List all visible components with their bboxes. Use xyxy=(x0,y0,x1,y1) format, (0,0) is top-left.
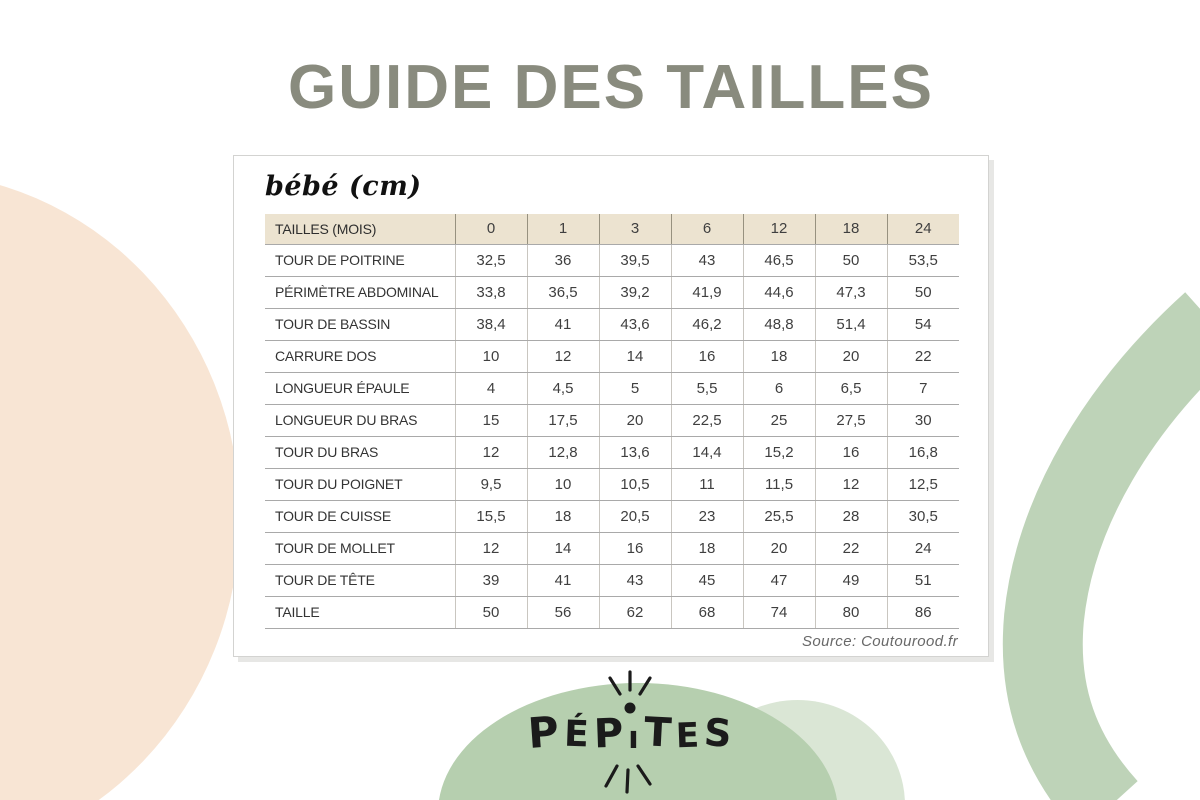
row-label: CARRURE DOS xyxy=(265,340,455,372)
cell-value: 15 xyxy=(455,404,527,436)
source-credit: Source: Coutourood.fr xyxy=(802,633,958,650)
cell-value: 18 xyxy=(671,532,743,564)
cell-value: 16 xyxy=(671,340,743,372)
cell-value: 46,5 xyxy=(743,244,815,276)
table-row xyxy=(265,500,959,532)
cell-value: 47,3 xyxy=(815,276,887,308)
table-row xyxy=(265,532,959,564)
header-label: TAILLES (MOIS) xyxy=(265,214,455,244)
cell-value: 54 xyxy=(887,308,959,340)
cell-value: 39,5 xyxy=(599,244,671,276)
cell-value: 43 xyxy=(671,244,743,276)
table-body xyxy=(265,244,959,628)
cell-value: 53,5 xyxy=(887,244,959,276)
cell-value: 46,2 xyxy=(671,308,743,340)
logo-letter: S xyxy=(702,710,734,756)
cell-value: 18 xyxy=(527,500,599,532)
cell-value: 45 xyxy=(671,564,743,596)
cell-value: 62 xyxy=(599,596,671,628)
header-size-cell: 6 xyxy=(671,214,743,244)
logo-letter: É xyxy=(563,713,590,756)
cell-value: 47 xyxy=(743,564,815,596)
peach-watercolor-blob xyxy=(0,172,240,800)
logo-letter: P xyxy=(592,710,624,758)
cell-value: 28 xyxy=(815,500,887,532)
header-size-cell: 1 xyxy=(527,214,599,244)
cell-value: 16,8 xyxy=(887,436,959,468)
cell-value: 15,2 xyxy=(743,436,815,468)
header-size-cell: 24 xyxy=(887,214,959,244)
table-row xyxy=(265,468,959,500)
cell-value: 74 xyxy=(743,596,815,628)
row-label: TOUR DE TÊTE xyxy=(265,564,455,596)
table-header-row xyxy=(265,214,959,244)
cell-value: 14 xyxy=(599,340,671,372)
cell-value: 11,5 xyxy=(743,468,815,500)
cell-value: 43,6 xyxy=(599,308,671,340)
cell-value: 44,6 xyxy=(743,276,815,308)
row-label: LONGUEUR DU BRAS xyxy=(265,404,455,436)
cell-value: 10 xyxy=(527,468,599,500)
table-row xyxy=(265,276,959,308)
cell-value: 22 xyxy=(887,340,959,372)
row-label: TOUR DE CUISSE xyxy=(265,500,455,532)
row-label: TOUR DE BASSIN xyxy=(265,308,455,340)
cell-value: 41,9 xyxy=(671,276,743,308)
cell-value: 20,5 xyxy=(599,500,671,532)
cell-value: 6,5 xyxy=(815,372,887,404)
cell-value: 39,2 xyxy=(599,276,671,308)
cell-value: 12,8 xyxy=(527,436,599,468)
cell-value: 20 xyxy=(743,532,815,564)
size-chart-card xyxy=(233,155,989,657)
cell-value: 17,5 xyxy=(527,404,599,436)
cell-value: 30 xyxy=(887,404,959,436)
table-row xyxy=(265,596,959,628)
row-label: TOUR DE MOLLET xyxy=(265,532,455,564)
cell-value: 22 xyxy=(815,532,887,564)
logo-wordmark xyxy=(505,706,755,759)
pepites-logo xyxy=(505,706,755,772)
row-label: TOUR DU BRAS xyxy=(265,436,455,468)
row-label: LONGUEUR ÉPAULE xyxy=(265,372,455,404)
logo-letter: P xyxy=(526,706,561,759)
table-row xyxy=(265,340,959,372)
cell-value: 15,5 xyxy=(455,500,527,532)
cell-value: 7 xyxy=(887,372,959,404)
cell-value: 27,5 xyxy=(815,404,887,436)
row-label: TOUR DE POITRINE xyxy=(265,244,455,276)
row-label: TAILLE xyxy=(265,596,455,628)
cell-value: 12 xyxy=(527,340,599,372)
cell-value: 14 xyxy=(527,532,599,564)
cell-value: 22,5 xyxy=(671,404,743,436)
logo-letter: ı xyxy=(628,720,639,756)
cell-value: 43 xyxy=(599,564,671,596)
cell-value: 36 xyxy=(527,244,599,276)
cell-value: 20 xyxy=(599,404,671,436)
cell-value: 25,5 xyxy=(743,500,815,532)
cell-value: 80 xyxy=(815,596,887,628)
cell-value: 50 xyxy=(887,276,959,308)
cell-value: 10,5 xyxy=(599,468,671,500)
cell-value: 56 xyxy=(527,596,599,628)
table-row xyxy=(265,372,959,404)
page-title: GUIDE DES TAILLES xyxy=(287,53,934,122)
header-size-cell: 0 xyxy=(455,214,527,244)
cell-value: 50 xyxy=(455,596,527,628)
cell-value: 5 xyxy=(599,372,671,404)
cell-value: 51,4 xyxy=(815,308,887,340)
table-row xyxy=(265,404,959,436)
cell-value: 20 xyxy=(815,340,887,372)
cell-value: 14,4 xyxy=(671,436,743,468)
cell-value: 86 xyxy=(887,596,959,628)
cell-value: 10 xyxy=(455,340,527,372)
header-size-cell: 3 xyxy=(599,214,671,244)
cell-value: 25 xyxy=(743,404,815,436)
cell-value: 36,5 xyxy=(527,276,599,308)
cell-value: 23 xyxy=(671,500,743,532)
cell-value: 4 xyxy=(455,372,527,404)
row-label: TOUR DU POIGNET xyxy=(265,468,455,500)
cell-value: 30,5 xyxy=(887,500,959,532)
cell-value: 68 xyxy=(671,596,743,628)
cell-value: 16 xyxy=(599,532,671,564)
cell-value: 39 xyxy=(455,564,527,596)
cell-value: 32,5 xyxy=(455,244,527,276)
table-row xyxy=(265,244,959,276)
header-size-cell: 18 xyxy=(815,214,887,244)
cell-value: 48,8 xyxy=(743,308,815,340)
table-row xyxy=(265,564,959,596)
table-row xyxy=(265,308,959,340)
cell-value: 24 xyxy=(887,532,959,564)
header-size-cell: 12 xyxy=(743,214,815,244)
size-table xyxy=(265,214,959,629)
cell-value: 9,5 xyxy=(455,468,527,500)
logo-letter: E xyxy=(675,715,700,757)
table-row xyxy=(265,436,959,468)
cell-value: 18 xyxy=(743,340,815,372)
cell-value: 51 xyxy=(887,564,959,596)
cell-value: 33,8 xyxy=(455,276,527,308)
cell-value: 12 xyxy=(455,532,527,564)
cell-value: 6 xyxy=(743,372,815,404)
cell-value: 5,5 xyxy=(671,372,743,404)
cell-value: 12,5 xyxy=(887,468,959,500)
cell-value: 12 xyxy=(455,436,527,468)
cell-value: 12 xyxy=(815,468,887,500)
card-subtitle: bébé (cm) xyxy=(265,171,422,202)
cell-value: 4,5 xyxy=(527,372,599,404)
cell-value: 49 xyxy=(815,564,887,596)
logo-letter: T xyxy=(642,709,673,757)
cell-value: 16 xyxy=(815,436,887,468)
cell-value: 41 xyxy=(527,564,599,596)
cell-value: 13,6 xyxy=(599,436,671,468)
cell-value: 38,4 xyxy=(455,308,527,340)
cell-value: 50 xyxy=(815,244,887,276)
cell-value: 41 xyxy=(527,308,599,340)
row-label: PÉRIMÈTRE ABDOMINAL xyxy=(265,276,455,308)
cell-value: 11 xyxy=(671,468,743,500)
